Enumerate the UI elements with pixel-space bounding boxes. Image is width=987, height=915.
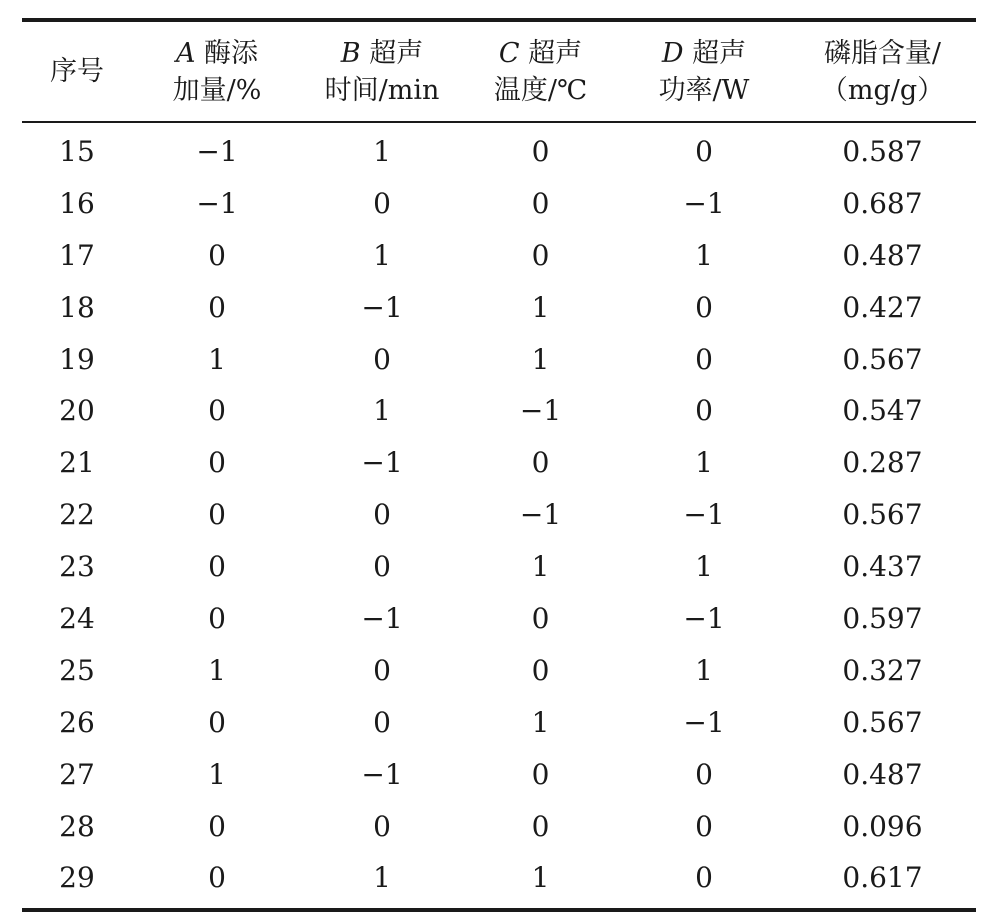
- cell-a: 0: [208, 290, 226, 324]
- header-phospholipid-content: 磷脂含量/ （mg/g）: [820, 37, 945, 106]
- cell-b: 1: [373, 394, 391, 428]
- table-row: [22, 697, 976, 749]
- cell-index: 24: [59, 601, 95, 635]
- cell-index: 18: [59, 290, 95, 324]
- cell-content: 0.597: [842, 601, 923, 635]
- cell-d: 0: [695, 290, 713, 324]
- table-row: [22, 437, 976, 489]
- table-row: [22, 385, 976, 437]
- cell-a: 0: [208, 446, 226, 480]
- cell-index: 20: [59, 394, 95, 428]
- table-row: [22, 645, 976, 697]
- cell-b: 0: [373, 186, 391, 220]
- cell-content: 0.567: [842, 705, 923, 739]
- cell-d: −1: [683, 498, 725, 532]
- cell-c: 0: [531, 446, 550, 480]
- cell-a: 1: [208, 342, 226, 376]
- cell-d: 0: [695, 134, 713, 168]
- cell-content: 0.487: [842, 757, 923, 791]
- cell-b: 0: [373, 498, 391, 532]
- cell-c: −1: [519, 394, 562, 428]
- cell-a: 0: [208, 394, 226, 428]
- cell-b: −1: [361, 290, 403, 324]
- cell-d: 1: [695, 238, 713, 272]
- cell-b: −1: [361, 601, 403, 635]
- header-ultrasonic-temperature: C 超声 温度/℃: [493, 37, 588, 106]
- cell-content: 0.327: [842, 653, 923, 687]
- cell-c: 1: [531, 861, 550, 895]
- cell-b: −1: [361, 757, 403, 791]
- cell-d: 1: [695, 653, 713, 687]
- cell-index: 29: [59, 861, 95, 895]
- table-row: [22, 489, 976, 541]
- cell-d: 1: [695, 550, 713, 584]
- cell-content: 0.687: [842, 186, 923, 220]
- cell-b: 0: [373, 653, 391, 687]
- table-row: [22, 126, 976, 178]
- cell-index: 27: [59, 757, 95, 791]
- cell-d: −1: [683, 705, 725, 739]
- cell-b: 0: [373, 550, 391, 584]
- cell-d: 0: [695, 342, 713, 376]
- cell-index: 17: [59, 238, 95, 272]
- header-var-c: C: [498, 37, 520, 69]
- header-enzyme-dosage: A 酶添 加量/%: [172, 37, 262, 106]
- table-row: [22, 852, 976, 904]
- cell-d: −1: [683, 186, 725, 220]
- table-body: [22, 123, 976, 908]
- cell-d: 0: [695, 861, 713, 895]
- cell-a: −1: [196, 186, 238, 220]
- cell-index: 26: [59, 705, 95, 739]
- cell-content: 0.427: [842, 290, 923, 324]
- cell-content: 0.547: [842, 394, 923, 428]
- cell-c: 0: [531, 134, 550, 168]
- cell-index: 22: [59, 498, 95, 532]
- cell-a: 0: [208, 498, 226, 532]
- table-row: [22, 749, 976, 801]
- cell-a: 1: [208, 757, 226, 791]
- cell-c: 0: [531, 653, 550, 687]
- table-row: [22, 541, 976, 593]
- header-var-d: D: [661, 37, 684, 69]
- header-ultrasonic-power: D 超声 功率/W: [658, 37, 750, 106]
- table-row: [22, 801, 976, 853]
- cell-c: 0: [531, 601, 550, 635]
- cell-c: 1: [531, 290, 550, 324]
- header-var-a: A: [175, 37, 196, 69]
- cell-a: 0: [208, 550, 226, 584]
- cell-content: 0.437: [842, 550, 923, 584]
- header-var-b: B: [340, 37, 361, 69]
- cell-index: 28: [59, 809, 95, 843]
- data-table: [22, 0, 976, 912]
- table-row: [22, 230, 976, 282]
- cell-a: 0: [208, 238, 226, 272]
- cell-index: 19: [59, 342, 95, 376]
- table-row: [22, 593, 976, 645]
- header-ultrasonic-time: B 超声 时间/min: [324, 37, 440, 106]
- cell-c: 0: [531, 238, 550, 272]
- cell-c: −1: [519, 498, 562, 532]
- header-index: 序号: [50, 56, 104, 87]
- cell-content: 0.096: [842, 809, 923, 843]
- cell-d: 0: [695, 809, 713, 843]
- table-row: [22, 334, 976, 386]
- cell-b: 1: [373, 134, 391, 168]
- cell-c: 0: [531, 757, 550, 791]
- cell-c: 0: [531, 186, 550, 220]
- cell-content: 0.287: [842, 446, 923, 480]
- cell-b: 1: [373, 238, 391, 272]
- cell-b: 1: [373, 861, 391, 895]
- cell-index: 21: [59, 446, 95, 480]
- table-row: [22, 282, 976, 334]
- cell-index: 25: [59, 653, 95, 687]
- cell-content: 0.567: [842, 342, 923, 376]
- cell-d: 0: [695, 757, 713, 791]
- cell-c: 0: [531, 809, 550, 843]
- cell-b: 0: [373, 342, 391, 376]
- cell-content: 0.487: [842, 238, 923, 272]
- table-header: [22, 22, 976, 121]
- cell-b: 0: [373, 705, 391, 739]
- cell-index: 16: [59, 186, 95, 220]
- cell-index: 15: [59, 134, 95, 168]
- cell-a: −1: [196, 134, 238, 168]
- cell-content: 0.567: [842, 498, 923, 532]
- cell-content: 0.587: [842, 134, 923, 168]
- cell-b: −1: [361, 446, 403, 480]
- bottom-rule: [22, 908, 976, 912]
- cell-a: 0: [208, 705, 226, 739]
- cell-c: 1: [531, 705, 550, 739]
- cell-d: 1: [695, 446, 713, 480]
- cell-d: −1: [683, 601, 725, 635]
- cell-d: 0: [695, 394, 713, 428]
- cell-a: 0: [208, 809, 226, 843]
- cell-c: 1: [531, 550, 550, 584]
- cell-b: 0: [373, 809, 391, 843]
- cell-content: 0.617: [842, 861, 923, 895]
- cell-a: 0: [208, 861, 226, 895]
- cell-index: 23: [59, 550, 95, 584]
- cell-a: 1: [208, 653, 226, 687]
- cell-a: 0: [208, 601, 226, 635]
- cell-c: 1: [531, 342, 550, 376]
- table-row: [22, 178, 976, 230]
